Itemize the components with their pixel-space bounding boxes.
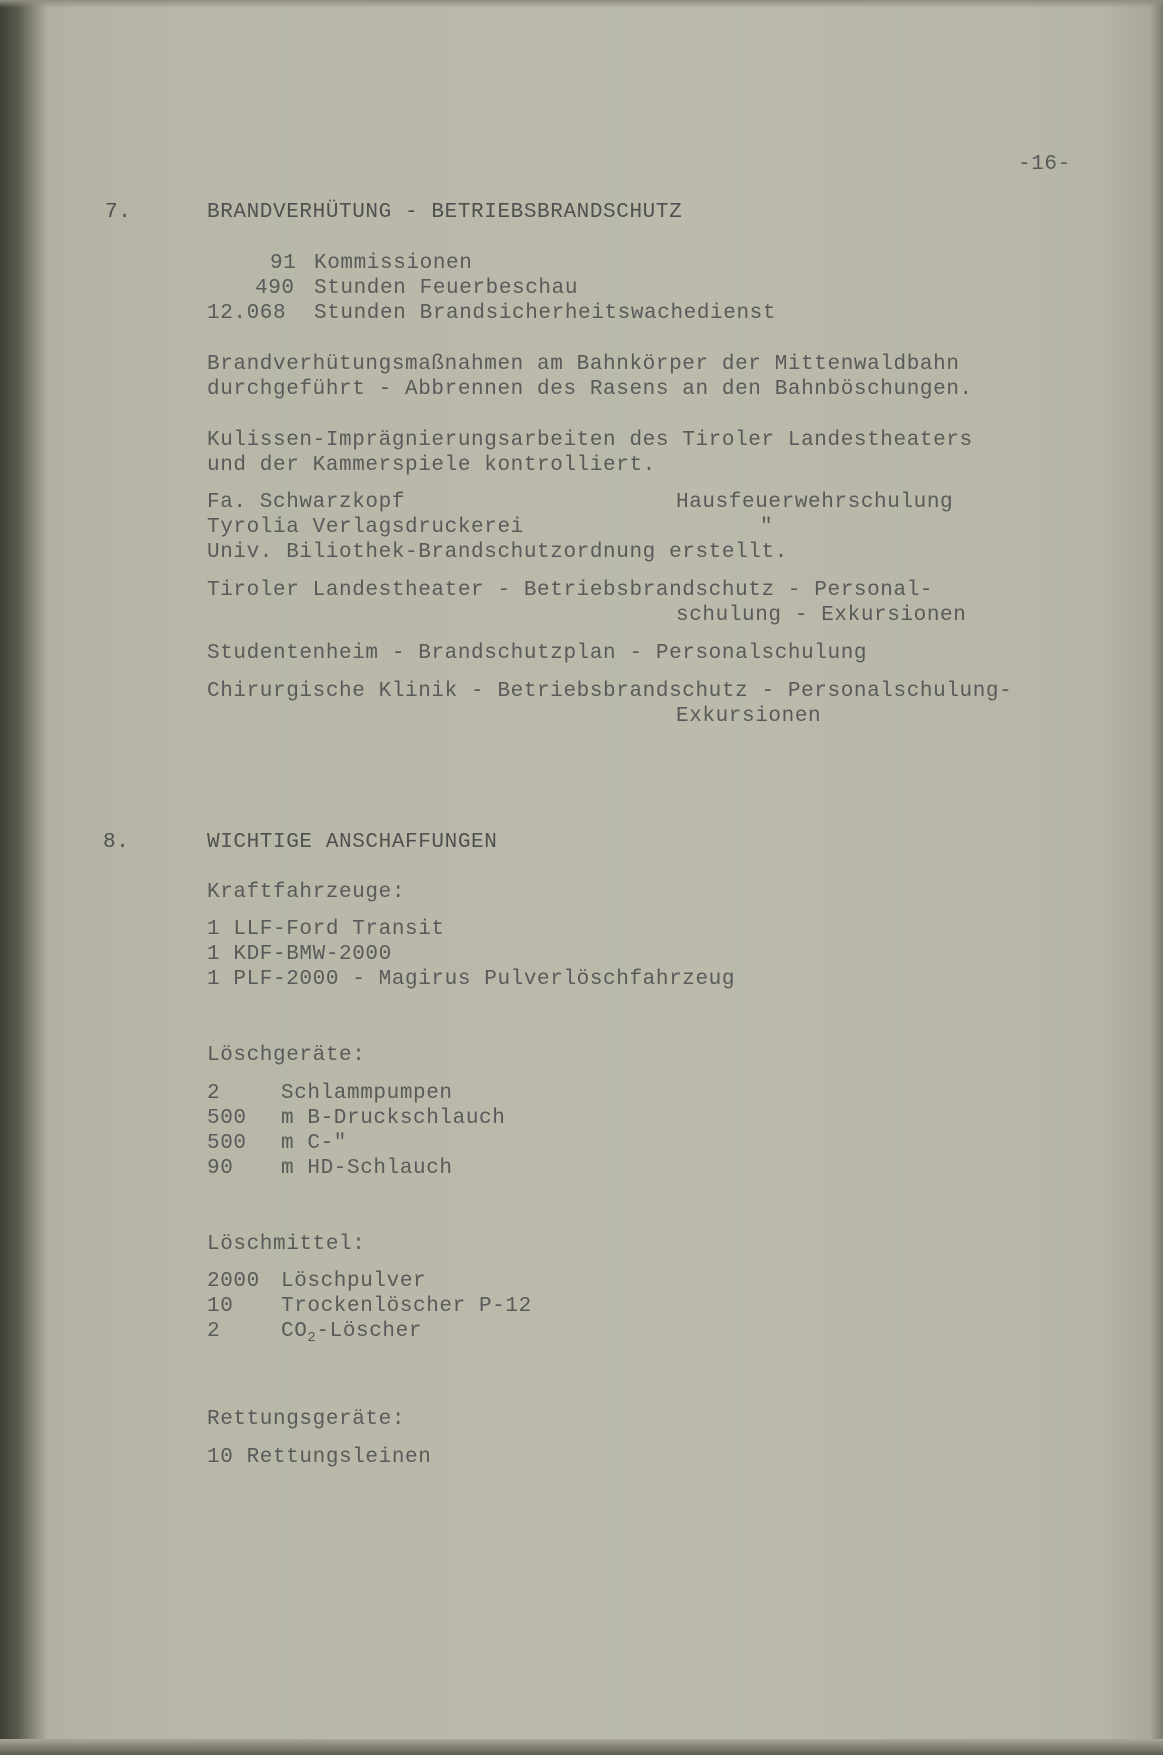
- group-heading: Löschmittel:: [207, 1233, 366, 1256]
- stat-label: Stunden Feuerbeschau: [314, 277, 579, 300]
- row-item: Löschpulver: [281, 1270, 427, 1293]
- row-item: Schlammpumpen: [281, 1082, 453, 1105]
- row-qty: 500: [207, 1132, 247, 1155]
- row-qty: 90: [207, 1157, 234, 1180]
- group-line: 1 PLF-2000 - Magirus Pulverlöschfahrzeug: [207, 968, 736, 991]
- page-number: -16-: [1018, 153, 1071, 176]
- row-qty: 10: [207, 1295, 234, 1318]
- co2-suffix: -Löscher: [316, 1320, 423, 1343]
- co2-subscript: 2: [307, 1330, 317, 1347]
- row-qty: 500: [207, 1107, 247, 1130]
- group-heading: Rettungsgeräte:: [207, 1408, 406, 1431]
- group-line: 10 Rettungsleinen: [207, 1446, 432, 1469]
- stat-label: Kommissionen: [314, 252, 473, 275]
- row-item: m HD-Schlauch: [281, 1157, 453, 1180]
- co2-prefix: CO: [281, 1320, 308, 1343]
- group-heading: Löschgeräte:: [207, 1044, 366, 1067]
- paragraph-line: Kulissen-Imprägnierungsarbeiten des Tiroler Landestheaters: [207, 429, 973, 452]
- section-number: 7.: [105, 201, 132, 224]
- row-qty: 2: [207, 1320, 221, 1343]
- paragraph-line: durchgeführt - Abbrennen des Rasens an den Bahnböschungen.: [207, 378, 973, 401]
- section-number: 8.: [103, 831, 130, 854]
- section-title: WICHTIGE ANSCHAFFUNGEN: [207, 831, 498, 854]
- row-item: m B-Druckschlauch: [281, 1107, 506, 1130]
- schooling-note: ": [760, 516, 774, 539]
- schooling-name: Tyrolia Verlagsdruckerei: [207, 516, 524, 539]
- paragraph-line: Brandverhütungsmaßnahmen am Bahnkörper der Mittenwaldbahn: [207, 353, 960, 376]
- schooling-name: Univ. Biliothek-Brandschutzordnung erstellt.: [207, 541, 788, 564]
- row-item: m C-": [281, 1132, 348, 1155]
- item-line: Exkursionen: [676, 705, 822, 728]
- row-qty: 2000: [207, 1270, 260, 1293]
- stat-value: 490: [255, 277, 295, 300]
- group-heading: Kraftfahrzeuge:: [207, 881, 406, 904]
- item-line: schulung - Exkursionen: [676, 604, 967, 627]
- row-qty: 2: [207, 1082, 221, 1105]
- section-title: BRANDVERHÜTUNG - BETRIEBSBRANDSCHUTZ: [207, 201, 683, 224]
- schooling-name: Fa. Schwarzkopf: [207, 491, 406, 514]
- row-item: Trockenlöscher P-12: [281, 1295, 532, 1318]
- stat-label: Stunden Brandsicherheitswachedienst: [314, 302, 777, 325]
- row-item-co2: [281, 1319, 423, 1347]
- item-line: Studentenheim - Brandschutzplan - Personalschulung: [207, 642, 868, 665]
- group-line: 1 KDF-BMW-2000: [207, 943, 392, 966]
- item-line: Chirurgische Klinik - Betriebsbrandschutz - Personalschulung-: [207, 680, 1013, 703]
- item-line: Tiroler Landestheater - Betriebsbrandschutz - Personal-: [207, 579, 934, 602]
- stat-value: 91: [270, 252, 297, 275]
- group-line: 1 LLF-Ford Transit: [207, 918, 445, 941]
- schooling-note: Hausfeuerwehrschulung: [676, 491, 954, 514]
- paragraph-line: und der Kammerspiele kontrolliert.: [207, 454, 656, 477]
- stat-value: 12.068: [207, 302, 287, 325]
